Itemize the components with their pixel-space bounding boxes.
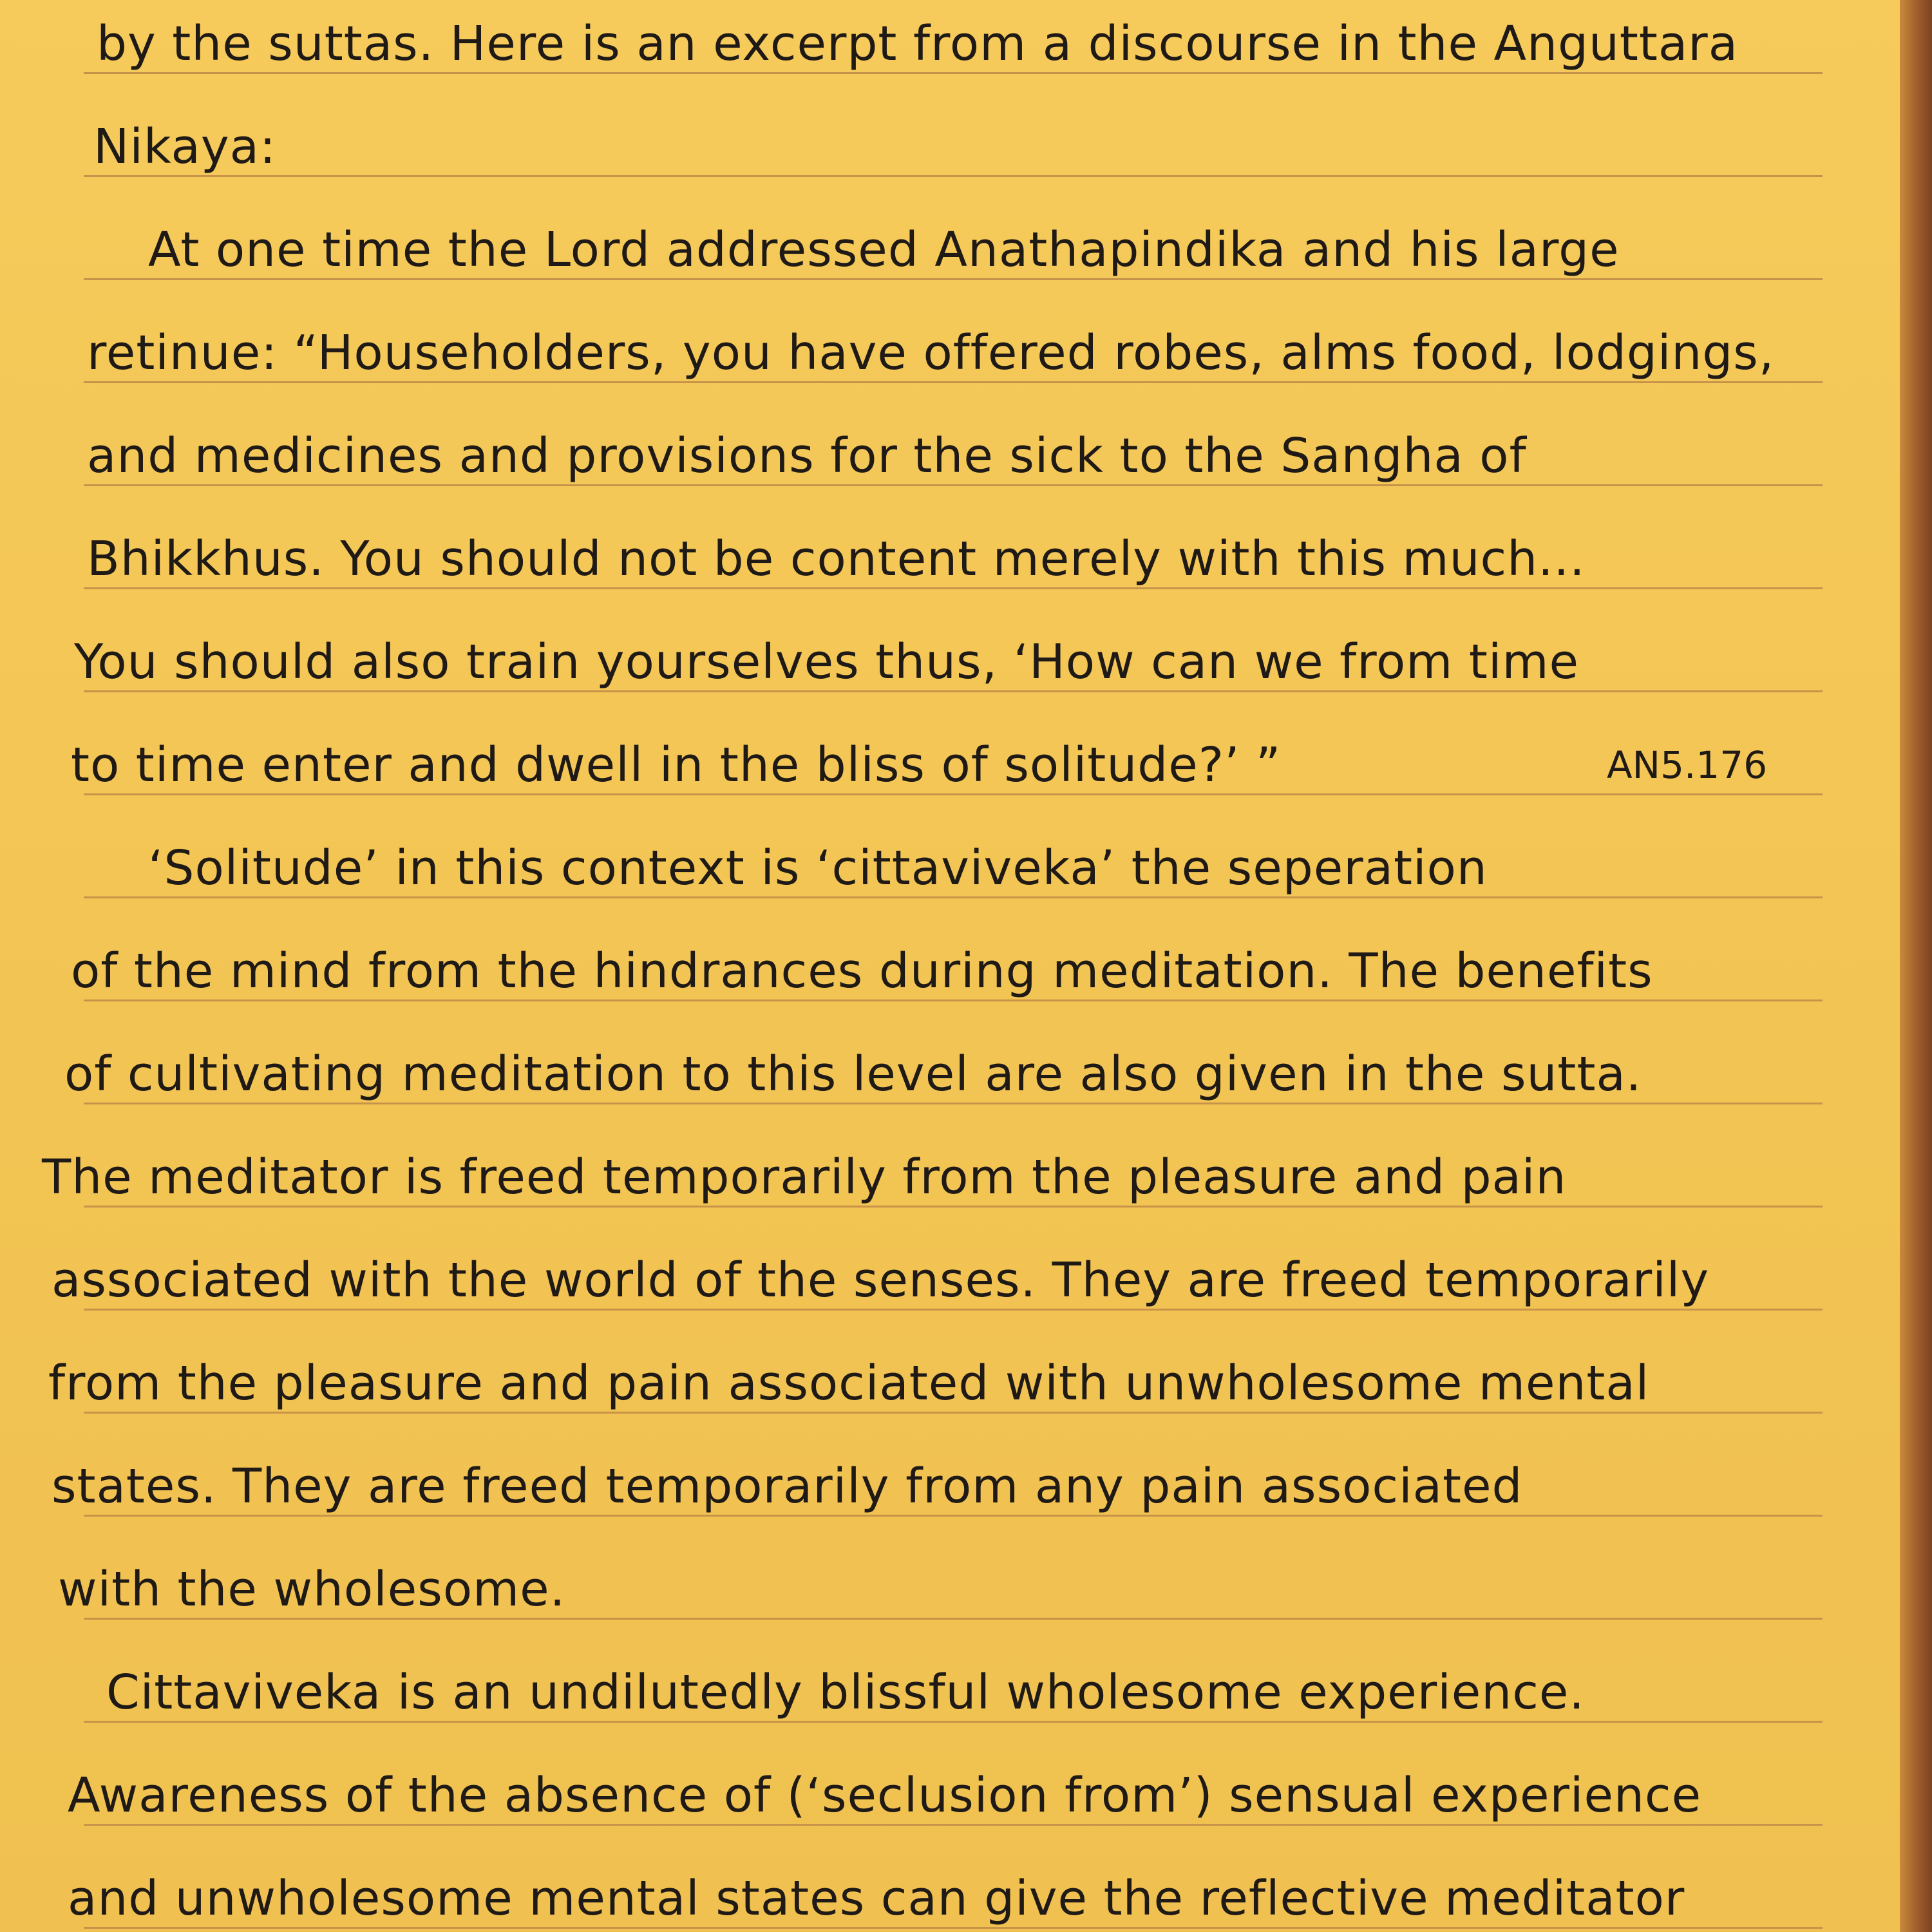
handwritten-line: Cittaviveka is an undilutedly blissful wholesome experience. [106,1665,1585,1720]
handwritten-line: retinue: “Householders, you have offered robes, alms food, lodgings, [87,325,1775,381]
handwritten-line: Bhikkhus. You should not be content merely with this much... [87,531,1586,587]
handwritten-line: Nikaya: [93,119,276,175]
handwritten-line: ‘Solitude’ in this context is ‘cittaviveka’ the seperation [148,840,1488,896]
handwritten-line: associated with the world of the senses. They are freed temporarily [52,1253,1710,1308]
handwritten-line: of the mind from the hindrances during meditation. The benefits [71,943,1653,999]
handwritten-line: The meditator is freed temporarily from the pleasure and pain [42,1150,1567,1205]
handwritten-line: states. They are freed temporarily from any pain associated [52,1459,1523,1514]
handwritten-line: and unwholesome mental states can give the reflective meditator [68,1871,1685,1926]
handwritten-line: by the suttas. Here is an excerpt from a discourse in the Anguttara [97,16,1739,71]
handwritten-line: Awareness of the absence of (‘seclusion from’) sensual experience [68,1768,1702,1823]
handwritten-line: At one time the Lord addressed Anathapindika and his large [148,222,1620,278]
handwritten-line [71,733,1842,797]
handwritten-line: of cultivating meditation to this level are also given in the sutta. [64,1046,1642,1102]
handwritten-line: You should also train yourselves thus, ‘How can we from time [74,634,1580,690]
sutta-reference: AN5.176 [1607,743,1768,787]
ruled-line [84,175,1823,177]
quote-line-text: to time enter and dwell in the bliss of solitude?’ ” [71,737,1282,793]
handwritten-line: from the pleasure and pain associated with unwholesome mental [48,1356,1650,1411]
handwritten-line: with the wholesome. [58,1562,566,1617]
page-edge-shadow [1900,0,1932,1932]
handwritten-line: and medicines and provisions for the sick to the Sangha of [87,428,1527,484]
